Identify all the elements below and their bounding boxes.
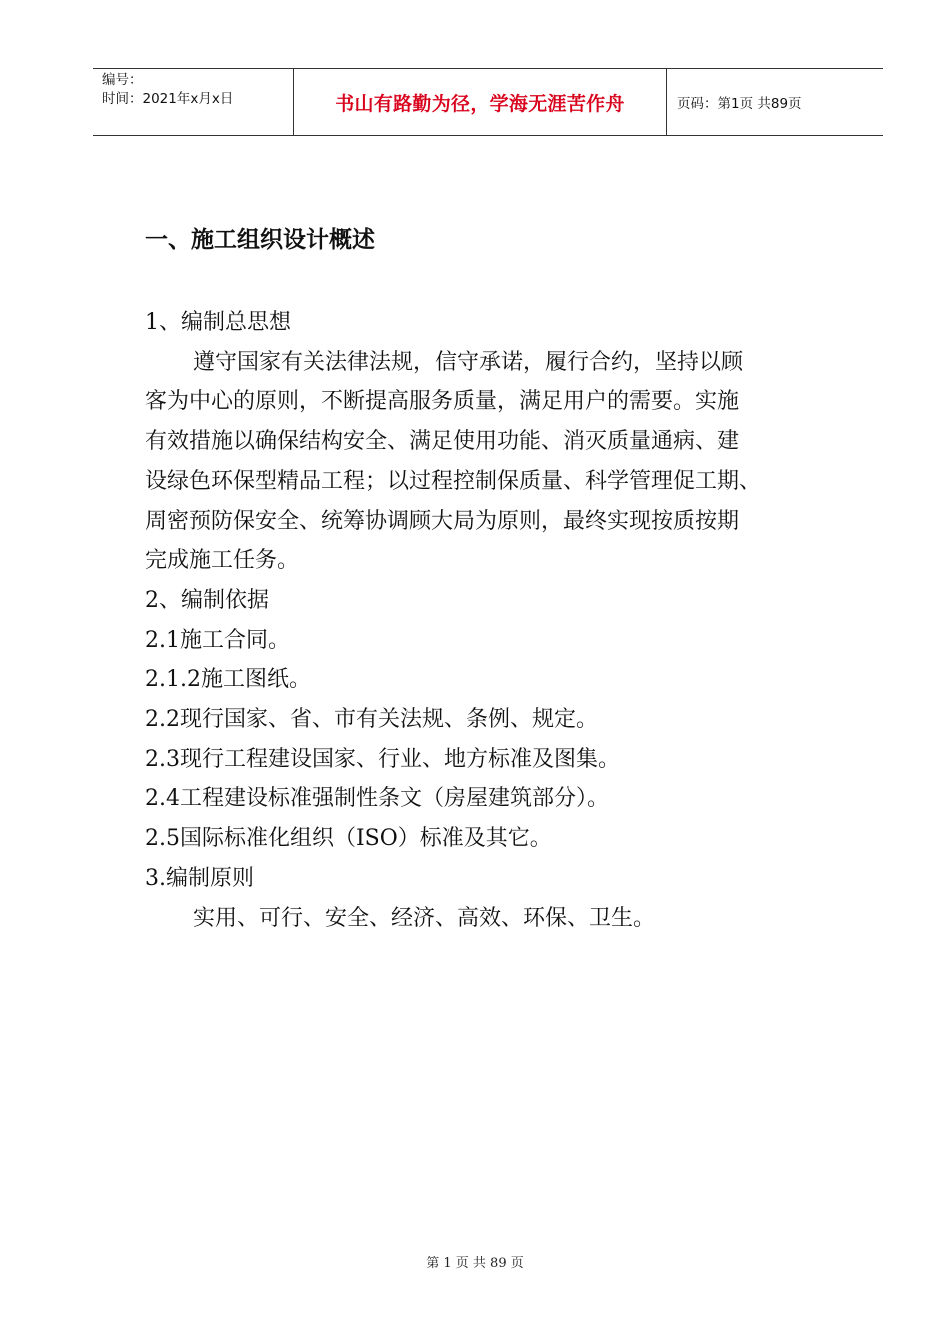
text-line: 3.编制原则 xyxy=(145,865,254,891)
page-footer xyxy=(0,1252,950,1271)
text-line: 客为中心的原则，不断提高服务质量，满足用户的需要。实施 xyxy=(145,389,740,415)
text-line: 2.3现行工程建设国家、行业、地方标准及图集。 xyxy=(145,746,620,772)
section-title: 一、施工组织设计概述 xyxy=(145,227,375,253)
text-line: 设绿色环保型精品工程；以过程控制保质量、科学管理促工期、 xyxy=(145,468,762,494)
body-text xyxy=(145,303,865,938)
text-line: 2.1.2施工图纸。 xyxy=(145,667,311,693)
header-page-label: 页码：第1页 共89页 xyxy=(677,96,802,112)
text-line: 2.5国际标准化组织（ISO）标准及其它。 xyxy=(145,826,552,852)
header-motto: 书山有路勤为径，学海无涯苦作舟 xyxy=(294,69,667,135)
text-line: 2.1施工合同。 xyxy=(145,627,290,653)
text-line: 有效措施以确保结构安全、满足使用功能、消灭质量通病、建 xyxy=(145,429,740,455)
text-line: 1、编制总思想 xyxy=(145,310,291,335)
header-meta xyxy=(93,69,294,135)
page-header xyxy=(93,68,883,136)
document-number-label: 编号： xyxy=(102,72,143,88)
text-line: 2.4工程建设标准强制性条文（房屋建筑部分）。 xyxy=(145,786,609,812)
text-line: 周密预防保安全、统筹协调顾大局为原则，最终实现按质按期 xyxy=(145,508,740,534)
document-body xyxy=(145,215,865,938)
text-line: 2.2现行国家、省、市有关法规、条例、规定。 xyxy=(145,707,598,733)
document-time-label: 时间：2021年x月x日 xyxy=(102,91,234,107)
text-line: 遵守国家有关法律法规，信守承诺，履行合约，坚持以顾 xyxy=(193,349,744,375)
text-line: 实用、可行、安全、经济、高效、环保、卫生。 xyxy=(193,905,656,931)
text-line: 完成施工任务。 xyxy=(145,548,300,574)
footer-page-number: 第 1 页 共 89 页 xyxy=(426,1256,524,1271)
text-line: 2、编制依据 xyxy=(145,587,269,613)
